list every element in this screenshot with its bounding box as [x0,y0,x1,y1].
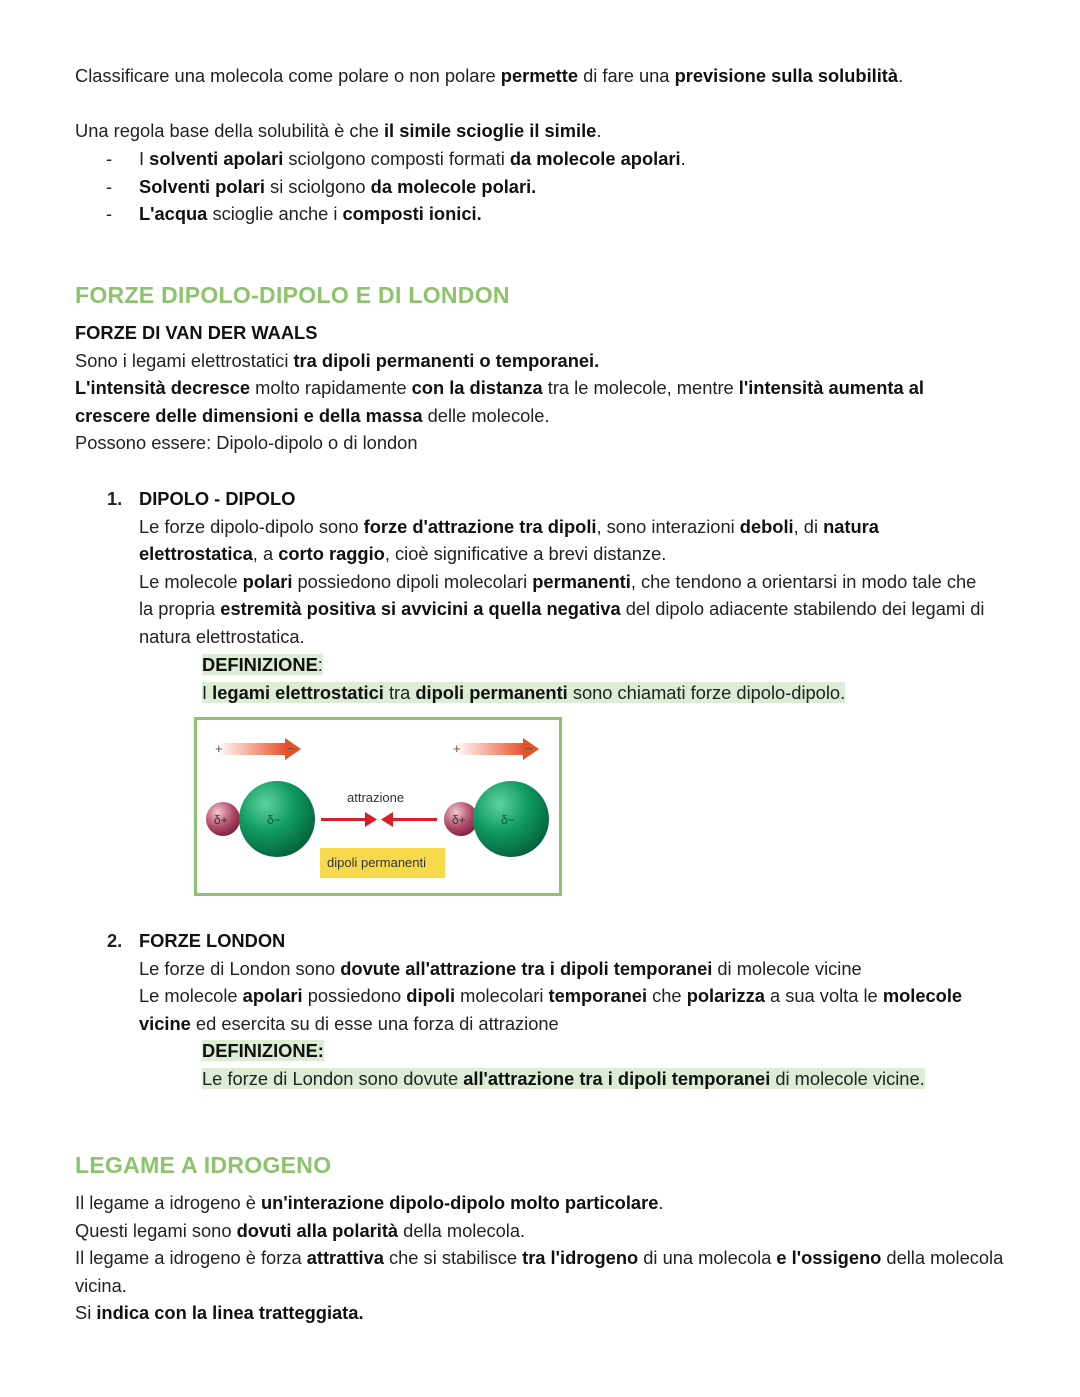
bold-text: apolari [242,985,303,1007]
text: ed esercita su di esse una forza di attrazione [190,1012,559,1034]
text-line [202,1065,925,1093]
line-text [139,543,666,564]
text-line [75,1272,1003,1300]
bold-text: DIPOLO - DIPOLO [139,488,296,509]
line-text [75,322,317,343]
bold-text: tra dipoli permanenti o temporanei. [293,349,600,371]
text: scioglie anche i [207,203,343,225]
plus-sign: + [215,741,223,756]
line-text [139,1013,559,1034]
text: tra [383,681,416,703]
text: vicina. [75,1274,127,1296]
text: Le forze dipolo-dipolo sono [139,515,364,537]
list-number: 2. [107,930,123,951]
text: della molecola [881,1247,1004,1269]
bold-text: DEFINIZIONE: [202,1040,324,1061]
text: di molecole vicine [712,957,862,979]
text: sono chiamati forze dipolo-dipolo. [567,681,846,703]
list-item-london [107,927,963,1037]
text-line [139,595,985,623]
text: Le molecole [139,570,243,592]
bold-text: dipoli permanenti [415,681,568,703]
section-heading-forze: FORZE DIPOLO-DIPOLO E DI LONDON [75,282,510,308]
text: , sono interazioni [596,515,740,537]
text-line [139,540,985,568]
text: delle molecole. [422,404,550,426]
line-text [75,405,550,426]
definition-london [202,1037,925,1092]
plus-sign: + [453,741,461,756]
bold-text: polari [242,570,293,592]
text: Una regola base della solubilità è che [75,120,384,141]
attraction-arrows [321,812,437,827]
bold-text: solventi apolari [149,148,284,169]
bold-text: corto raggio [278,543,385,565]
text: a sua volta le [764,985,883,1007]
bold-text: Solventi polari [139,175,265,197]
bold-text: vicine [139,1012,191,1034]
bullet-marker: - [106,148,113,169]
delta-plus-label: δ+ [452,813,466,827]
bold-text: e l'ossigeno [776,1247,882,1269]
text: Si [75,1302,97,1324]
text: . [680,148,686,169]
bold-text: con la distanza [411,377,543,399]
line-text [75,1247,1003,1268]
text: , a [252,543,279,565]
text-line [107,485,985,513]
text: , cioè significative a brevi distanze. [384,543,667,565]
text-line [139,955,962,983]
text-line [139,982,962,1010]
line-text [202,682,845,703]
text: di una molecola [638,1247,777,1269]
text: sciolgono composti formati [283,148,510,169]
minus-sign: − [287,741,295,756]
bold-text: L'acqua [139,203,208,225]
bold-text: indica con la linea tratteggiata. [96,1302,364,1324]
text: , che tendono a orientarsi in modo tale che [630,570,977,592]
bold-text: permanenti [532,570,631,592]
bold-text: da molecole apolari [509,148,681,169]
text: Questi legami sono [75,1219,237,1241]
bold-text: all'attrazione tra i dipoli temporanei [463,1067,771,1089]
definition-dipolo [202,651,845,706]
text: Classificare una molecola come polare o non polare [75,65,501,86]
list-number: 1. [107,488,123,509]
text-line [139,1010,962,1038]
text-line [202,1037,925,1065]
minus-sign: − [525,741,533,756]
bold-text: L'intensità decresce [75,377,251,399]
line-text [139,985,962,1006]
text: si sciolgono [264,175,371,197]
van-der-waals-paragraph [75,319,924,457]
bold-text: attrattiva [306,1247,384,1269]
text-line [75,429,924,457]
line-text [75,65,903,86]
line-text [139,598,985,619]
bold-text: polarizza [686,985,765,1007]
text-line [139,568,985,596]
text-line [75,117,601,145]
bullet-marker: - [106,175,113,197]
line-text [75,350,599,371]
text: . [658,1192,664,1213]
line-text [139,958,862,979]
text-line [75,347,924,375]
delta-minus-label: δ− [267,813,281,827]
text: . [898,65,904,86]
line-text [139,488,295,509]
text: Le molecole [139,985,243,1007]
text: del dipolo adiacente stabilendo dei legami di [620,598,985,620]
bold-text: elettrostatica [139,543,253,565]
line-text [75,432,418,453]
solubility-rule [75,117,601,145]
line-text [75,1192,663,1213]
bold-text: DEFINIZIONE [202,654,318,675]
text: Il legame a idrogeno è [75,1192,261,1213]
text-line [107,927,962,955]
text: Le forze di London sono dovute [202,1067,464,1089]
text-line [139,623,985,651]
text-line [106,200,686,228]
text-line [75,62,903,90]
text: . [596,120,602,141]
section-heading-idrogeno: LEGAME A IDROGENO [75,1152,332,1178]
text-line [75,1244,1003,1272]
text: , di [793,515,824,537]
bold-text: un'interazione dipolo-dipolo molto particolare [260,1192,659,1213]
text-line [75,319,924,347]
dipole-figure [194,717,562,896]
text: I [202,681,213,703]
bold-text: dovuti alla polarità [236,1219,399,1241]
bold-text: estremità positiva si avvicini a quella negativa [220,598,621,620]
text: molto rapidamente [250,377,412,399]
text: possiedono dipoli molecolari [292,570,533,592]
line-text [139,516,879,537]
attraction-label: attrazione [347,790,405,805]
text: Il legame a idrogeno è forza [75,1247,307,1269]
line-text [202,1040,324,1061]
solubility-list [106,145,686,228]
bullet-marker: - [106,203,113,225]
text: I [139,148,150,169]
text-line [106,145,686,173]
bold-text: deboli [739,515,794,537]
bold-text: permette [500,65,578,86]
line-text [75,1302,364,1323]
bold-text: dipoli [406,985,456,1007]
text: : [317,654,323,675]
text-line [75,1299,1003,1327]
line-text [139,930,285,951]
text: natura elettrostatica. [139,625,305,647]
line-text [75,120,601,141]
line-text [139,571,976,592]
text-line [106,173,686,201]
bold-text: composti ionici. [342,203,482,225]
text: della molecola. [398,1219,526,1241]
bold-text: l'intensità aumenta al [738,377,924,399]
bold-text: previsione sulla solubilità [674,65,899,86]
text: tra le molecole, mentre [542,377,739,399]
line-text [139,148,686,169]
text: che [647,985,687,1007]
text: di fare una [578,65,675,86]
bold-text: tra l'idrogeno [522,1247,639,1269]
list-item-dipolo [107,485,985,651]
text-line [75,1189,1003,1217]
bold-text: crescere delle dimensioni e della massa [75,404,423,426]
line-text [139,626,305,647]
line-text [75,1220,525,1241]
text: Le forze di London sono [139,957,341,979]
bold-text: forze d'attrazione tra dipoli [363,515,597,537]
text-line [202,679,845,707]
line-text [75,377,924,398]
line-text [202,654,323,675]
text-line [75,374,924,402]
text-line [75,1217,1003,1245]
delta-plus-label: δ+ [214,813,228,827]
delta-minus-label: δ− [501,813,515,827]
bold-text: da molecole polari. [370,175,537,197]
hydrogen-bond-paragraph [75,1189,1003,1327]
text: Sono i legami elettrostatici [75,349,294,371]
text: la propria [139,598,221,620]
bold-text: natura [823,515,879,537]
bold-text: FORZE LONDON [139,930,286,951]
bold-text: il simile scioglie il simile [383,120,597,141]
text: molecolari [455,985,549,1007]
text: possiedono [302,985,407,1007]
bold-text: FORZE DI VAN DER WAALS [75,322,318,343]
text-line [202,651,845,679]
bold-text: legami elettrostatici [212,681,384,703]
text-line [139,513,985,541]
text: Possono essere: Dipolo-dipolo o di london [75,432,418,454]
bold-text: dovute all'attrazione tra i dipoli temporanei [340,957,713,979]
bold-text: temporanei [548,985,648,1007]
line-text [202,1068,925,1089]
intro-paragraph [75,62,903,90]
text-line [75,402,924,430]
text: di molecole vicine. [770,1067,925,1089]
line-text [139,176,536,197]
line-text [75,1275,127,1296]
line-text [139,203,482,224]
text: che si stabilisce [383,1247,523,1269]
caption-label: dipoli permanenti [327,855,427,870]
bold-text: molecole [882,985,963,1007]
